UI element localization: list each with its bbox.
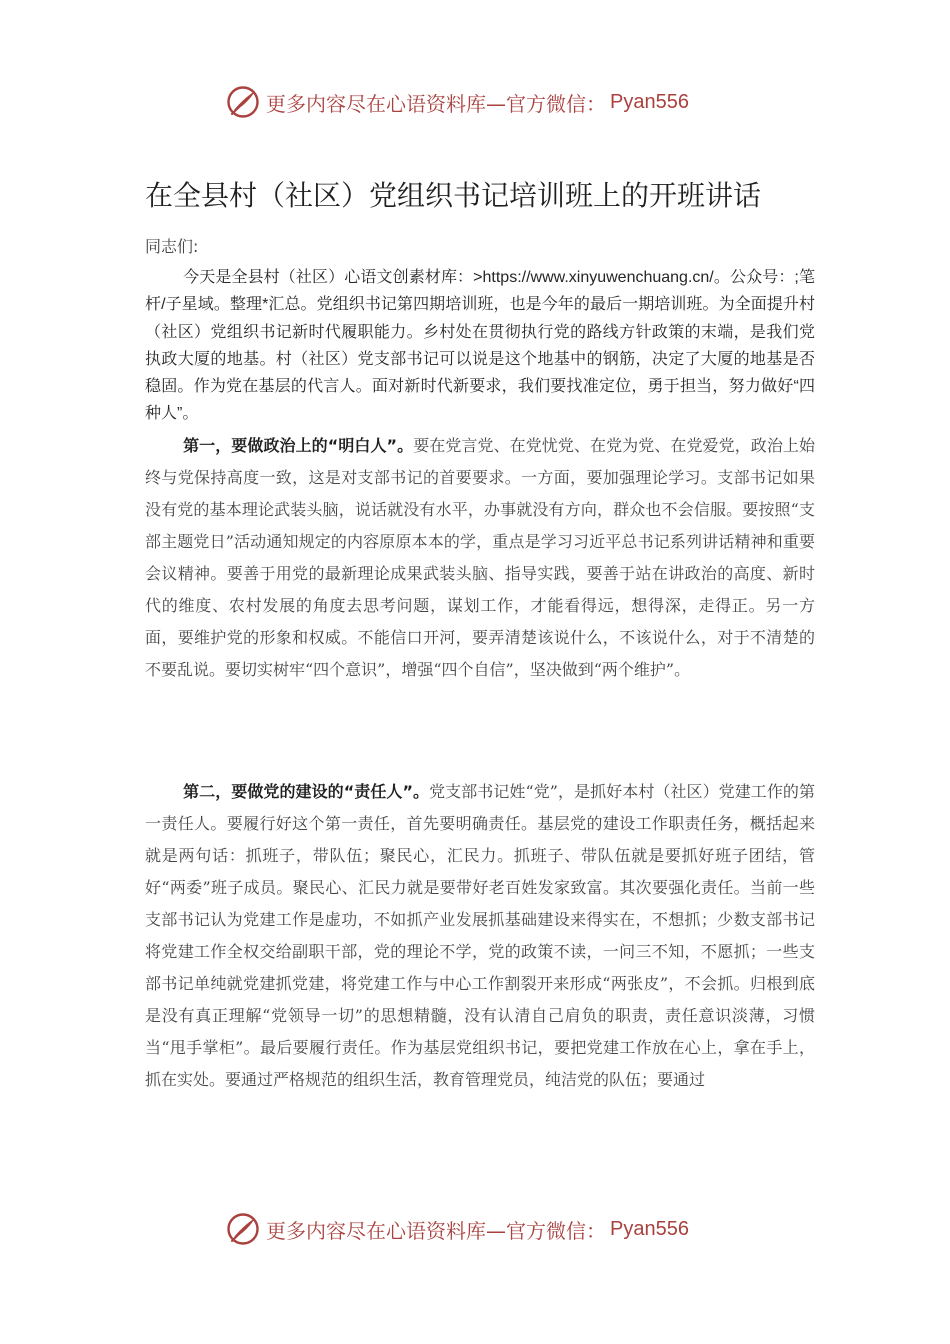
banner-text: 更多内容尽在心语资料库—官方微信：: [266, 1218, 606, 1243]
intro-paragraph: [145, 264, 815, 428]
banner-text: 更多内容尽在心语资料库—官方微信：: [266, 91, 606, 116]
quill-pen-logo-icon: [226, 1212, 260, 1246]
section-paragraph-second: [145, 776, 815, 1096]
section-heading-second: 第二，要做党的建设的“责任人”。: [183, 782, 430, 801]
header-watermark-banner: [226, 84, 689, 120]
quill-pen-logo-icon: [226, 85, 260, 119]
section-heading-first: 第一，要做政治上的“明白人”。: [183, 436, 414, 455]
intro-text: 今天是全县村（社区）心语文创素材库：>https://www.xinyuwenchuang.cn/。公众号：;笔杆/子星域。整理*汇总。党组织书记第四期培训班，也是今年的最后一期培训班。为全面提升村（社区）党组织书记新时代履职能力。乡村处在贯彻执行党的路线方针政策的末端，是我们党执政大厦的地基。村（社区）党支部书记可以说是这个地基中的钢筋，决定了大厦的地基是否稳固。作为党在基层的代言人。面对新时代新要求，我们要找准定位，勇于担当，努力做好“四种人”。: [145, 269, 815, 423]
greeting: 同志们:: [145, 237, 199, 256]
section-body-second: 党支部书记姓“党”，是抓好本村（社区）党建工作的第一责任人。要履行好这个第一责任，首先要明确责任。基层党的建设工作职责任务，概括起来就是两句话：抓班子，带队伍；聚民心，汇民力。抓班子、带队伍就是要抓好班子团结，管好“两委”班子成员。聚民心、汇民力就是要带好老百姓发家致富。其次要强化责任。当前一些支部书记认为党建工作是虚功，不如抓产业发展抓基础建设来得实在，不想抓；少数支部书记将党建工作全权交给副职干部，党的理论不学，党的政策不读，一问三不知，不愿抓；一些支部书记单纯就党建抓党建，将党建工作与中心工作割裂开来形成“两张皮”，不会抓。归根到底是没有真正理解“党领导一切”的思想精髓，没有认清自己肩负的职责，责任意识淡薄，习惯当“甩手掌柜”。最后要履行责任。作为基层党组织书记，要把党建工作放在心上，拿在手上，抓在实处。要通过严格规范的组织生活，教育管理党员，纯洁党的队伍；要通过: [145, 782, 815, 1089]
document-title: 在全县村（社区）党组织书记培训班上的开班讲话: [145, 179, 762, 212]
section-paragraph-first: [145, 430, 815, 686]
wechat-id: Pyan556: [610, 1217, 689, 1240]
wechat-id: Pyan556: [610, 90, 689, 113]
footer-watermark-banner: [226, 1211, 689, 1247]
section-body-first: 要在党言党、在党忧党、在党为党、在党爱党，政治上始终与党保持高度一致，这是对支部书记的首要要求。一方面，要加强理论学习。支部书记如果没有党的基本理论武装头脑，说话就没有水平，办事就没有方向，群众也不会信服。要按照“支部主题党日”活动通知规定的内容原原本本的学，重点是学习习近平总书记系列讲话精神和重要会议精神。要善于用党的最新理论成果武装头脑、指导实践，要善于站在讲政治的高度、新时代的维度、农村发展的角度去思考问题，谋划工作，才能看得远，想得深，走得正。另一方面，要维护党的形象和权威。不能信口开河，要弄清楚该说什么，不该说什么，对于不清楚的不要乱说。要切实树牢“四个意识”，增强“四个自信”，坚决做到“两个维护”。: [145, 436, 815, 679]
